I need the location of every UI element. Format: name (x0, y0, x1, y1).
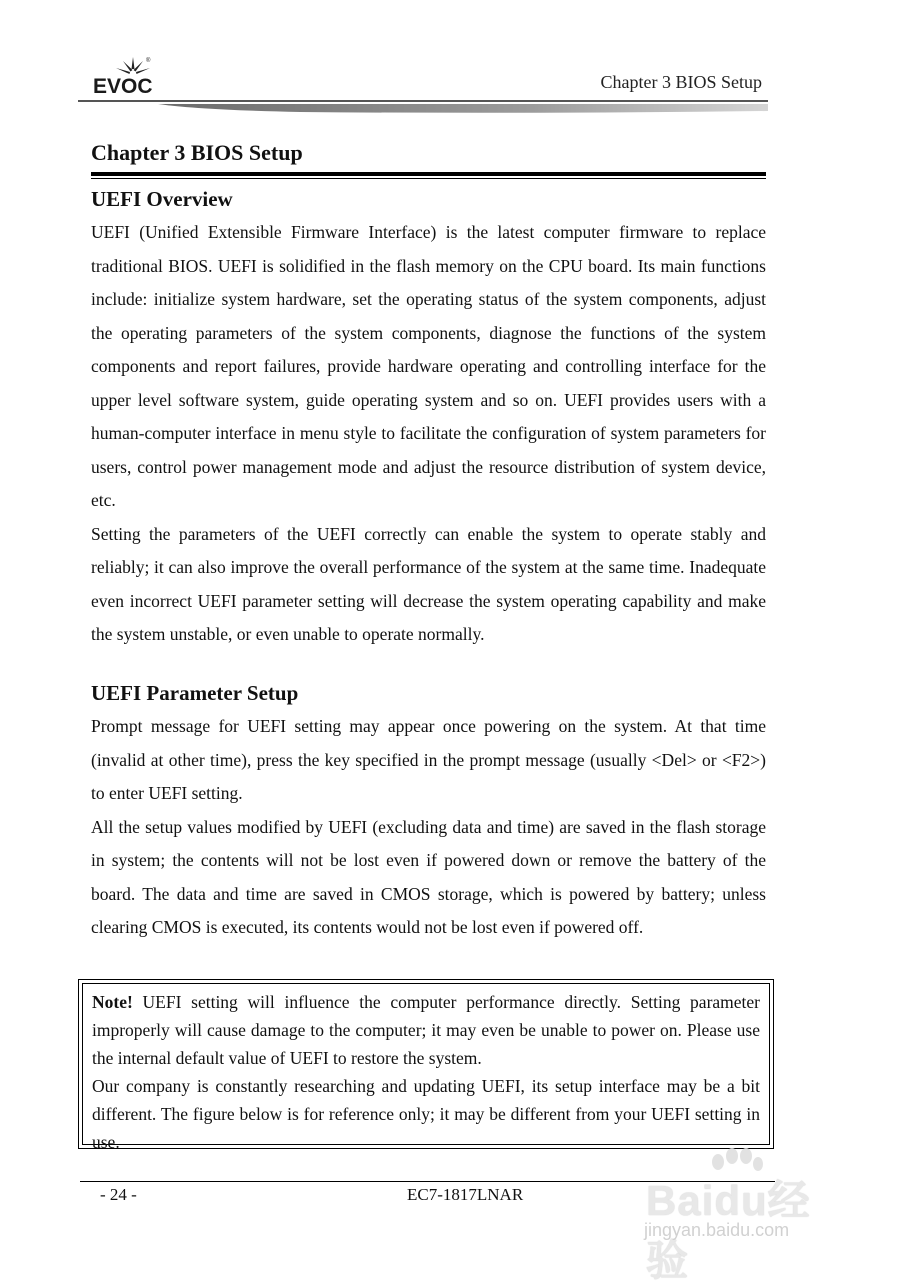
svg-text:®: ® (146, 58, 151, 64)
paragraph: Prompt message for UEFI setting may appear once powering on the system. At that time (invalid at other time), press the key specified in the prompt message (usually <Del> or <F2>) to enter UEFI setting. (91, 716, 766, 803)
chapter-double-rule (91, 172, 766, 180)
paragraph: UEFI (Unified Extensible Firmware Interface) is the latest computer firmware to replace traditional BIOS. UEFI is solidified in the flash memory on the CPU board. Its main functions include: initialize system hardware, set the operating status of the system components, adjust the operating parameters of the system components, diagnose the functions of the system components and report failures, provide hardware operating and controlling interface for the upper level software system, guide operating system and so on. UEFI provides users with a human-computer interface in menu style to facilitate the configuration of system parameters for users, control power management mode and adjust the resource distribution of system device, etc. (91, 222, 766, 510)
baidu-watermark (640, 1148, 850, 1284)
logo-text: EVOC (93, 75, 153, 98)
note-box (78, 979, 774, 1152)
page-header (0, 0, 902, 130)
watermark-brand: Baidu经验 (646, 1177, 811, 1284)
watermark-url: jingyan.baidu.com (644, 1220, 790, 1240)
section-heading-uefi-overview: UEFI Overview (91, 187, 233, 211)
note-label: Note! (92, 992, 133, 1012)
note-text: UEFI setting will influence the computer performance directly. Setting parameter improperly will cause damage to the computer; it may even be unable to power on. Please use the internal default value of UEFI to restore the system. (92, 992, 760, 1068)
paragraph: Setting the parameters of the UEFI correctly can enable the system to operate stably and reliably; it can also improve the overall performance of the system at the same time. Inadequate even incorrect UEFI parameter setting will decrease the system operating capability and make the system unstable, or even unable to operate normally. (91, 523, 766, 644)
header-swoosh-rule (0, 0, 902, 130)
page-content (91, 138, 766, 937)
section-body-uefi-overview (91, 216, 766, 652)
paragraph: All the setup values modified by UEFI (excluding data and time) are saved in the flash storage in system; the contents will not be lost even if powered down or remove the battery of the board. The data and time are saved in CMOS storage, which is powered by battery; unless clearing CMOS is executed, its contents would not be lost even if powered off. (91, 816, 766, 937)
chapter-heading: Chapter 3 BIOS Setup (91, 140, 303, 165)
note-paragraph: Our company is constantly researching and updating UEFI, its setup interface may be a bit different. The figure below is for reference only; it may be different from your UEFI setting in use. (92, 1076, 760, 1152)
running-header-title: Chapter 3 BIOS Setup (600, 72, 762, 92)
section-heading-uefi-parameter-setup: UEFI Parameter Setup (91, 681, 299, 705)
product-model: EC7-1817LNAR (407, 1185, 524, 1204)
section-body-uefi-parameter-setup (91, 710, 766, 945)
page-number: - 24 - (100, 1185, 137, 1204)
note-paragraph (92, 988, 760, 1072)
